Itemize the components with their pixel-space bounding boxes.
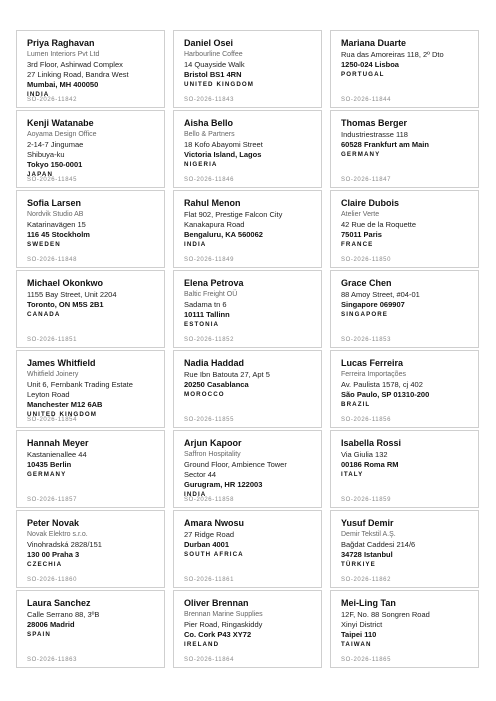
address-label: [16, 190, 165, 268]
country: BRAZIL: [341, 401, 371, 408]
address-line: Sadama tn 6: [184, 300, 227, 309]
order-code: SO-2026-11846: [184, 177, 235, 183]
recipient-name: Lucas Ferreira: [341, 358, 404, 368]
company-name: Atelier Verte: [341, 211, 380, 218]
country: JAPAN: [27, 171, 54, 178]
city-postcode: Bengaluru, KA 560062: [184, 230, 263, 239]
order-code: SO-2026-11852: [184, 337, 235, 343]
country: MOROCCO: [184, 391, 225, 398]
country: SOUTH AFRICA: [184, 551, 244, 558]
city-postcode: 1250-024 Lisboa: [341, 60, 399, 69]
order-code: SO-2026-11858: [184, 497, 235, 503]
order-code: SO-2026-11848: [27, 257, 78, 263]
country: SWEDEN: [27, 241, 61, 248]
address-line: Xinyi District: [341, 620, 383, 629]
address-line: Via Giulia 132: [341, 450, 388, 459]
city-postcode: Co. Cork P43 XY72: [184, 630, 252, 639]
company-name: Novak Elektro s.r.o.: [27, 531, 88, 538]
address-label: [16, 590, 165, 668]
address-line: 27 Linking Road, Bandra West: [27, 70, 129, 79]
country: FRANCE: [341, 241, 374, 248]
city-postcode: Taipei 110: [341, 630, 377, 639]
city-postcode: 130 00 Praha 3: [27, 550, 80, 559]
recipient-name: Priya Raghavan: [27, 38, 95, 48]
address-label: [16, 430, 165, 508]
address-label: [173, 350, 322, 428]
company-name: Brennan Marine Supplies: [184, 611, 263, 618]
recipient-name: Claire Dubois: [341, 198, 400, 208]
address-line: 42 Rue de la Roquette: [341, 220, 417, 229]
recipient-name: Kenji Watanabe: [27, 118, 94, 128]
recipient-name: Hannah Meyer: [27, 438, 89, 448]
company-name: Saffron Hospitality: [184, 451, 241, 458]
recipient-name: James Whitfield: [27, 358, 96, 368]
address-line: Leyton Road: [27, 390, 70, 399]
country: SINGAPORE: [341, 311, 389, 318]
address-label: [16, 110, 165, 188]
country: ESTONIA: [184, 321, 220, 328]
label-sheet: [16, 30, 479, 670]
address-label: [16, 350, 165, 428]
address-line: Ground Floor, Ambience Tower: [184, 460, 287, 469]
address-label: [330, 430, 479, 508]
address-label: [173, 590, 322, 668]
address-label: [330, 30, 479, 108]
recipient-name: Michael Okonkwo: [27, 278, 104, 288]
country: ITALY: [341, 471, 364, 478]
country: SPAIN: [27, 631, 51, 638]
address-line: Rua das Amoreiras 118, 2º Dto: [341, 50, 444, 59]
recipient-name: Thomas Berger: [341, 118, 408, 128]
country: GERMANY: [341, 151, 381, 158]
order-code: SO-2026-11860: [27, 577, 78, 583]
city-postcode: Bristol BS1 4RN: [184, 70, 242, 79]
city-postcode: Singapore 069907: [341, 300, 405, 309]
country: INDIA: [184, 491, 207, 498]
address-label: [16, 30, 165, 108]
city-postcode: 34728 Istanbul: [341, 550, 393, 559]
order-code: SO-2026-11864: [184, 657, 235, 663]
address-line: 1155 Bay Street, Unit 2204: [27, 290, 117, 299]
order-code: SO-2026-11842: [27, 97, 78, 103]
address-line: Bağdat Caddesi 214/6: [341, 540, 416, 549]
company-name: Whitfield Joinery: [27, 371, 79, 378]
address-line: Kanakapura Road: [184, 220, 245, 229]
address-line: 27 Ridge Road: [184, 530, 235, 539]
address-label: [16, 270, 165, 348]
address-label: [330, 590, 479, 668]
recipient-name: Daniel Osei: [184, 38, 234, 48]
address-label: [330, 110, 479, 188]
company-name: Lumen Interiors Pvt Ltd: [27, 51, 100, 58]
country: INDIA: [184, 241, 207, 248]
order-code: SO-2026-11854: [27, 417, 78, 423]
address-line: Sector 44: [184, 470, 217, 479]
city-postcode: 75011 Paris: [341, 230, 382, 239]
company-name: Aoyama Design Office: [27, 131, 97, 138]
order-code: SO-2026-11861: [184, 577, 235, 583]
address-line: Unit 6, Fernbank Trading Estate: [27, 380, 133, 389]
city-postcode: Durban 4001: [184, 540, 230, 549]
company-name: Nordvik Studio AB: [27, 211, 84, 218]
address-label: [173, 30, 322, 108]
recipient-name: Amara Nwosu: [184, 518, 245, 528]
recipient-name: Arjun Kapoor: [184, 438, 242, 448]
recipient-name: Elena Petrova: [184, 278, 244, 288]
recipient-name: Mariana Duarte: [341, 38, 407, 48]
address-label: [173, 270, 322, 348]
country: INDIA: [27, 91, 50, 98]
company-name: Ferreira Importações: [341, 371, 406, 378]
order-code: SO-2026-11844: [341, 97, 392, 103]
recipient-name: Mei-Ling Tan: [341, 598, 396, 608]
address-label: [330, 350, 479, 428]
city-postcode: 116 45 Stockholm: [27, 230, 90, 239]
address-line: Shibuya-ku: [27, 150, 65, 159]
address-label: [330, 190, 479, 268]
address-line: 12F, No. 88 Songren Road: [341, 610, 430, 619]
order-code: SO-2026-11847: [341, 177, 392, 183]
order-code: SO-2026-11853: [341, 337, 392, 343]
address-line: Vinohradská 2828/151: [27, 540, 102, 549]
address-line: Rue Ibn Batouta 27, Apt 5: [184, 370, 270, 379]
address-line: Industriestrasse 118: [341, 130, 408, 139]
address-label: [173, 110, 322, 188]
city-postcode: Victoria Island, Lagos: [184, 150, 262, 159]
country: CZECHIA: [27, 561, 63, 568]
city-postcode: 10435 Berlin: [27, 460, 72, 469]
address-line: 88 Amoy Street, #04-01: [341, 290, 420, 299]
order-code: SO-2026-11855: [184, 417, 235, 423]
order-code: SO-2026-11857: [27, 497, 78, 503]
address-line: 14 Quayside Walk: [184, 60, 245, 69]
order-code: SO-2026-11862: [341, 577, 392, 583]
address-line: Kastanienallee 44: [27, 450, 87, 459]
company-name: Bello & Partners: [184, 131, 235, 138]
city-postcode: São Paulo, SP 01310-200: [341, 390, 430, 399]
country: UNITED KINGDOM: [184, 81, 255, 88]
order-code: SO-2026-11851: [27, 337, 78, 343]
city-postcode: Tokyo 150-0001: [27, 160, 83, 169]
city-postcode: Gurugram, HR 122003: [184, 480, 263, 489]
address-line: Av. Paulista 1578, cj 402: [341, 380, 423, 389]
order-code: SO-2026-11850: [341, 257, 392, 263]
address-label: [173, 430, 322, 508]
order-code: SO-2026-11859: [341, 497, 392, 503]
recipient-name: Grace Chen: [341, 278, 392, 288]
recipient-name: Yusuf Demir: [341, 518, 394, 528]
recipient-name: Isabella Rossi: [341, 438, 402, 448]
address-label: [173, 190, 322, 268]
city-postcode: Manchester M12 6AB: [27, 400, 103, 409]
order-code: SO-2026-11856: [341, 417, 392, 423]
address-line: Calle Serrano 88, 3ºB: [27, 610, 100, 619]
recipient-name: Sofia Larsen: [27, 198, 82, 208]
country: CANADA: [27, 311, 61, 318]
city-postcode: 20250 Casablanca: [184, 380, 249, 389]
country: PORTUGAL: [341, 71, 385, 78]
address-line: 3rd Floor, Ashirwad Complex: [27, 60, 123, 69]
recipient-name: Laura Sanchez: [27, 598, 91, 608]
address-label: [16, 510, 165, 588]
order-code: SO-2026-11865: [341, 657, 392, 663]
country: GERMANY: [27, 471, 67, 478]
country: UNITED KINGDOM: [27, 411, 98, 418]
city-postcode: 60528 Frankfurt am Main: [341, 140, 429, 149]
city-postcode: 00186 Roma RM: [341, 460, 399, 469]
city-postcode: Toronto, ON M5S 2B1: [27, 300, 104, 309]
country: TÜRKIYE: [341, 561, 376, 568]
address-label: [330, 270, 479, 348]
address-label: [173, 510, 322, 588]
company-name: Harbourline Coffee: [184, 51, 243, 58]
order-code: SO-2026-11849: [184, 257, 235, 263]
order-code: SO-2026-11843: [184, 97, 235, 103]
recipient-name: Nadia Haddad: [184, 358, 245, 368]
city-postcode: 28006 Madrid: [27, 620, 75, 629]
city-postcode: Mumbai, MH 400050: [27, 80, 99, 89]
recipient-name: Rahul Menon: [184, 198, 241, 208]
address-line: 18 Kofo Abayomi Street: [184, 140, 263, 149]
order-code: SO-2026-11863: [27, 657, 78, 663]
address-line: 2-14-7 Jingumae: [27, 140, 84, 149]
company-name: Demir Tekstil A.Ş.: [341, 531, 396, 538]
recipient-name: Aisha Bello: [184, 118, 234, 128]
recipient-name: Peter Novak: [27, 518, 80, 528]
address-line: Flat 902, Prestige Falcon City: [184, 210, 283, 219]
country: NIGERIA: [184, 161, 218, 168]
address-line: Katarinavägen 15: [27, 220, 86, 229]
country: IRELAND: [184, 641, 220, 648]
order-code: SO-2026-11845: [27, 177, 78, 183]
city-postcode: 10111 Tallinn: [184, 310, 230, 319]
address-line: Pier Road, Ringaskiddy: [184, 620, 263, 629]
company-name: Baltic Freight OÜ: [184, 291, 238, 298]
address-label: [330, 510, 479, 588]
country: TAIWAN: [341, 641, 372, 648]
recipient-name: Oliver Brennan: [184, 598, 249, 608]
